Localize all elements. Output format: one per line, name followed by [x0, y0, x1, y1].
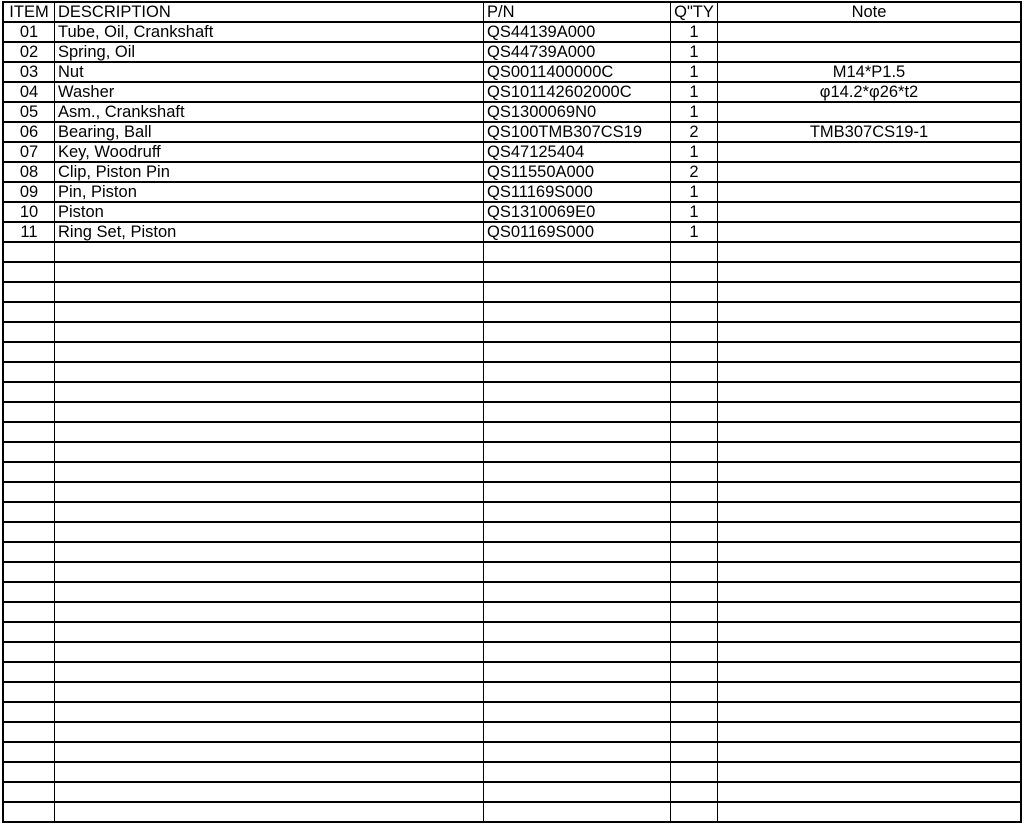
cell-item — [3, 522, 55, 542]
cell-part-number — [484, 402, 671, 422]
cell-part-number — [484, 662, 671, 682]
empty-table-row — [3, 442, 1021, 462]
cell-quantity — [671, 602, 718, 622]
cell-note — [718, 282, 1022, 302]
cell-quantity: 1 — [671, 82, 718, 102]
table-header — [3, 2, 1021, 22]
column-header-part-number: P/N — [484, 2, 671, 22]
empty-table-row — [3, 542, 1021, 562]
cell-note — [718, 662, 1022, 682]
cell-item: 06 — [3, 122, 55, 142]
cell-item — [3, 562, 55, 582]
cell-part-number: QS11169S000 — [484, 182, 671, 202]
cell-quantity — [671, 542, 718, 562]
empty-table-row — [3, 742, 1021, 762]
cell-note — [718, 462, 1022, 482]
cell-quantity — [671, 282, 718, 302]
empty-table-row — [3, 802, 1021, 822]
cell-quantity — [671, 762, 718, 782]
cell-description — [55, 282, 484, 302]
cell-note — [718, 242, 1022, 262]
cell-part-number — [484, 522, 671, 542]
cell-note — [718, 102, 1022, 122]
cell-part-number — [484, 442, 671, 462]
cell-item — [3, 402, 55, 422]
cell-description — [55, 542, 484, 562]
cell-note — [718, 22, 1022, 42]
cell-quantity: 1 — [671, 62, 718, 82]
table-row — [3, 182, 1021, 202]
cell-part-number — [484, 782, 671, 802]
cell-note: TMB307CS19-1 — [718, 122, 1022, 142]
cell-part-number — [484, 622, 671, 642]
cell-note — [718, 502, 1022, 522]
cell-description — [55, 342, 484, 362]
cell-note — [718, 142, 1022, 162]
cell-quantity: 1 — [671, 102, 718, 122]
header-row — [3, 2, 1021, 22]
cell-note — [718, 602, 1022, 622]
cell-note — [718, 222, 1022, 242]
cell-quantity — [671, 662, 718, 682]
cell-note — [718, 162, 1022, 182]
cell-description — [55, 302, 484, 322]
cell-part-number — [484, 482, 671, 502]
cell-description — [55, 502, 484, 522]
cell-part-number — [484, 802, 671, 822]
cell-description: Bearing, Ball — [55, 122, 484, 142]
cell-part-number — [484, 382, 671, 402]
empty-table-row — [3, 322, 1021, 342]
cell-part-number — [484, 602, 671, 622]
cell-note — [718, 362, 1022, 382]
cell-note — [718, 562, 1022, 582]
cell-part-number — [484, 542, 671, 562]
cell-item: 07 — [3, 142, 55, 162]
table-row — [3, 42, 1021, 62]
cell-description — [55, 402, 484, 422]
cell-description — [55, 362, 484, 382]
table-row — [3, 222, 1021, 242]
cell-item — [3, 262, 55, 282]
cell-quantity — [671, 742, 718, 762]
cell-quantity: 2 — [671, 162, 718, 182]
table-row — [3, 82, 1021, 102]
cell-item — [3, 322, 55, 342]
cell-item: 02 — [3, 42, 55, 62]
cell-note — [718, 742, 1022, 762]
cell-note — [718, 622, 1022, 642]
cell-quantity — [671, 642, 718, 662]
cell-quantity — [671, 722, 718, 742]
cell-description — [55, 802, 484, 822]
cell-item: 08 — [3, 162, 55, 182]
table-row — [3, 122, 1021, 142]
cell-part-number: QS47125404 — [484, 142, 671, 162]
cell-note — [718, 42, 1022, 62]
empty-table-row — [3, 282, 1021, 302]
cell-quantity: 2 — [671, 122, 718, 142]
cell-description — [55, 482, 484, 502]
cell-part-number: QS1310069E0 — [484, 202, 671, 222]
cell-quantity: 1 — [671, 42, 718, 62]
cell-note — [718, 682, 1022, 702]
empty-table-row — [3, 642, 1021, 662]
column-header-description: DESCRIPTION — [55, 2, 484, 22]
cell-note: M14*P1.5 — [718, 62, 1022, 82]
cell-part-number: QS44739A000 — [484, 42, 671, 62]
empty-table-row — [3, 482, 1021, 502]
cell-item — [3, 802, 55, 822]
empty-table-row — [3, 722, 1021, 742]
cell-quantity — [671, 502, 718, 522]
cell-item: 01 — [3, 22, 55, 42]
cell-note — [718, 722, 1022, 742]
cell-note — [718, 782, 1022, 802]
empty-table-row — [3, 582, 1021, 602]
empty-table-row — [3, 342, 1021, 362]
cell-note — [718, 322, 1022, 342]
empty-table-row — [3, 422, 1021, 442]
column-header-quantity: Q"TY — [671, 2, 718, 22]
cell-item: 04 — [3, 82, 55, 102]
empty-table-row — [3, 762, 1021, 782]
cell-description — [55, 782, 484, 802]
cell-item — [3, 362, 55, 382]
cell-item — [3, 742, 55, 762]
cell-description: Key, Woodruff — [55, 142, 484, 162]
cell-note — [718, 342, 1022, 362]
cell-quantity — [671, 342, 718, 362]
cell-item — [3, 642, 55, 662]
cell-description — [55, 722, 484, 742]
cell-note — [718, 422, 1022, 442]
cell-item: 09 — [3, 182, 55, 202]
table-row — [3, 102, 1021, 122]
cell-description: Tube, Oil, Crankshaft — [55, 22, 484, 42]
cell-description — [55, 442, 484, 462]
cell-item: 11 — [3, 222, 55, 242]
cell-item — [3, 602, 55, 622]
empty-table-row — [3, 702, 1021, 722]
cell-quantity — [671, 242, 718, 262]
cell-description — [55, 702, 484, 722]
empty-table-row — [3, 242, 1021, 262]
cell-description — [55, 682, 484, 702]
table-body — [3, 22, 1021, 822]
cell-item — [3, 722, 55, 742]
cell-note — [718, 402, 1022, 422]
cell-item — [3, 782, 55, 802]
cell-description — [55, 562, 484, 582]
cell-quantity: 1 — [671, 222, 718, 242]
cell-quantity — [671, 802, 718, 822]
cell-part-number — [484, 322, 671, 342]
cell-part-number — [484, 582, 671, 602]
cell-part-number — [484, 242, 671, 262]
cell-part-number — [484, 262, 671, 282]
cell-part-number — [484, 702, 671, 722]
cell-quantity: 1 — [671, 202, 718, 222]
cell-item — [3, 382, 55, 402]
cell-quantity — [671, 522, 718, 542]
cell-part-number — [484, 642, 671, 662]
empty-table-row — [3, 502, 1021, 522]
cell-description — [55, 642, 484, 662]
cell-part-number — [484, 742, 671, 762]
cell-quantity — [671, 562, 718, 582]
cell-description: Piston — [55, 202, 484, 222]
cell-description — [55, 762, 484, 782]
cell-description: Asm., Crankshaft — [55, 102, 484, 122]
cell-item — [3, 302, 55, 322]
cell-quantity — [671, 482, 718, 502]
empty-table-row — [3, 562, 1021, 582]
cell-note — [718, 382, 1022, 402]
cell-quantity: 1 — [671, 142, 718, 162]
parts-list-table — [2, 1, 1022, 823]
cell-note — [718, 302, 1022, 322]
cell-quantity — [671, 442, 718, 462]
cell-item — [3, 502, 55, 522]
cell-note — [718, 642, 1022, 662]
cell-quantity — [671, 622, 718, 642]
cell-description: Nut — [55, 62, 484, 82]
cell-item — [3, 442, 55, 462]
cell-item — [3, 662, 55, 682]
cell-description — [55, 602, 484, 622]
cell-part-number: QS11550A000 — [484, 162, 671, 182]
cell-part-number — [484, 682, 671, 702]
cell-part-number — [484, 302, 671, 322]
empty-table-row — [3, 262, 1021, 282]
empty-table-row — [3, 602, 1021, 622]
cell-item — [3, 622, 55, 642]
column-header-note: Note — [718, 2, 1022, 22]
cell-note — [718, 262, 1022, 282]
cell-part-number — [484, 462, 671, 482]
cell-quantity — [671, 782, 718, 802]
cell-item — [3, 282, 55, 302]
table-row — [3, 142, 1021, 162]
cell-quantity — [671, 582, 718, 602]
cell-description — [55, 582, 484, 602]
cell-description — [55, 242, 484, 262]
cell-description: Spring, Oil — [55, 42, 484, 62]
cell-item — [3, 422, 55, 442]
cell-quantity — [671, 462, 718, 482]
cell-description — [55, 662, 484, 682]
cell-quantity — [671, 702, 718, 722]
cell-description — [55, 522, 484, 542]
cell-description — [55, 322, 484, 342]
empty-table-row — [3, 782, 1021, 802]
cell-note — [718, 582, 1022, 602]
cell-description — [55, 622, 484, 642]
cell-description: Clip, Piston Pin — [55, 162, 484, 182]
cell-quantity — [671, 382, 718, 402]
cell-item — [3, 462, 55, 482]
cell-description — [55, 382, 484, 402]
cell-part-number — [484, 362, 671, 382]
cell-quantity — [671, 362, 718, 382]
cell-item: 03 — [3, 62, 55, 82]
cell-note — [718, 802, 1022, 822]
cell-quantity — [671, 422, 718, 442]
cell-part-number — [484, 762, 671, 782]
cell-description: Pin, Piston — [55, 182, 484, 202]
cell-part-number — [484, 342, 671, 362]
empty-table-row — [3, 302, 1021, 322]
table-row — [3, 162, 1021, 182]
table-row — [3, 202, 1021, 222]
table-row — [3, 22, 1021, 42]
empty-table-row — [3, 522, 1021, 542]
cell-part-number — [484, 282, 671, 302]
empty-table-row — [3, 662, 1021, 682]
cell-item — [3, 762, 55, 782]
cell-part-number: QS101142602000C — [484, 82, 671, 102]
cell-item — [3, 702, 55, 722]
cell-quantity — [671, 682, 718, 702]
cell-part-number — [484, 422, 671, 442]
cell-note — [718, 482, 1022, 502]
cell-quantity — [671, 262, 718, 282]
cell-part-number — [484, 562, 671, 582]
cell-part-number: QS1300069N0 — [484, 102, 671, 122]
cell-description — [55, 262, 484, 282]
cell-part-number: QS01169S000 — [484, 222, 671, 242]
empty-table-row — [3, 402, 1021, 422]
cell-item — [3, 682, 55, 702]
cell-part-number — [484, 722, 671, 742]
cell-quantity — [671, 302, 718, 322]
cell-description — [55, 462, 484, 482]
empty-table-row — [3, 382, 1021, 402]
cell-note — [718, 522, 1022, 542]
cell-part-number: QS0011400000C — [484, 62, 671, 82]
cell-description — [55, 742, 484, 762]
cell-item — [3, 342, 55, 362]
empty-table-row — [3, 362, 1021, 382]
table-row — [3, 62, 1021, 82]
cell-quantity: 1 — [671, 182, 718, 202]
cell-description: Ring Set, Piston — [55, 222, 484, 242]
cell-item — [3, 482, 55, 502]
cell-item — [3, 542, 55, 562]
cell-note — [718, 762, 1022, 782]
cell-note: φ14.2*φ26*t2 — [718, 82, 1022, 102]
cell-quantity: 1 — [671, 22, 718, 42]
cell-description: Washer — [55, 82, 484, 102]
cell-note — [718, 202, 1022, 222]
cell-item: 10 — [3, 202, 55, 222]
cell-quantity — [671, 322, 718, 342]
cell-note — [718, 182, 1022, 202]
empty-table-row — [3, 682, 1021, 702]
cell-note — [718, 542, 1022, 562]
cell-part-number: QS100TMB307CS19 — [484, 122, 671, 142]
cell-part-number — [484, 502, 671, 522]
cell-item — [3, 242, 55, 262]
cell-quantity — [671, 402, 718, 422]
cell-note — [718, 702, 1022, 722]
column-header-item: ITEM — [3, 2, 55, 22]
cell-item: 05 — [3, 102, 55, 122]
cell-item — [3, 582, 55, 602]
cell-description — [55, 422, 484, 442]
cell-note — [718, 442, 1022, 462]
empty-table-row — [3, 462, 1021, 482]
cell-part-number: QS44139A000 — [484, 22, 671, 42]
empty-table-row — [3, 622, 1021, 642]
